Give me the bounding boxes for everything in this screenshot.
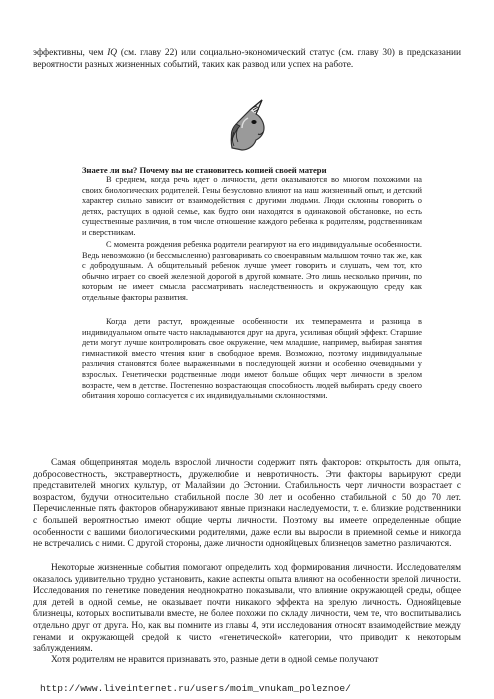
iq-term: IQ — [107, 48, 118, 58]
body-paragraph: Некоторые жизненные события помогают определить ход формирования личности. Исследователям оказалось удивительно трудно установить, какие аспекты опыта влияют на особенности зрелой личности. Исследования по генетике поведения неоднократно показывали, что влияние окружающей среды, общее для детей в одной семье, не оказывает почти никакого эффекта на зрелую личность. Однояйцевые близнецы, которых воспитывали вместе, не более похожи по складу личности, чем те, что воспитывались отдельно друг от друга. Но, как вы помните из главы 4, эти исследования относят взаимодействие между генами и окружающей средой к чисто «генетической» категории, что приводит к некоторым заблуждениям. — [33, 563, 461, 655]
footer-url: http://www.liveinternet.ru/users/moim_vnukam_poleznoe/ — [40, 683, 351, 694]
sidebar-paragraph: Когда дети растут, врожденные особенности их темперамента и разница в индивидуальном опыте часто накладываются друг на друга, усиливая общий эффект. Старшие дети могут лучше контролировать свое окружение, чем младшие, например, выбирая занятия гимнастикой вместо чтения книг в свободное время. Возможно, поэтому индивидуальные различия становятся более выраженными в последующей жизни и особенно очевидными у взрослых. Генетически родственные люди имеют больше общих черт личности в зрелом возрасте, чем в детстве. Постепенно возрастающая способность людей выбирать среду своего обитания хорошо согласуется с их индивидуальными склонностями. — [82, 317, 422, 401]
sidebar-paragraph: С момента рождения ребенка родители реагируют на его индивидуальные особенности. Ведь невозможно (и бессмысленно) разговаривать со своенравным малышом точно так же, как с добродушным. А общительный ребенок лучше умеет говорить и слушать, чем тот, кто обычно играет со своей железной дорогой в другой комнате. Это лишь несколько причин, по которым не имеет смысла рассматривать наследственность и окружающую среду как отдельные факторы развития. — [82, 240, 422, 302]
intro-text-before: эффективны, чем — [33, 48, 108, 58]
sidebar-paragraph: В среднем, когда речь идет о личности, дети оказываются во многом похожими на своих биологических родителей. Гены безусловно влияют на наш жизненный опыт, и детский характер сильно зависит от взаимодействия с другими людьми. Люди склонны говорить о детях, растущих в одной семье, как будто они находятся в одинаковой обстановке, но есть существенные различия, в том числе отношение каждого ребенка к родителям, родственникам и сверстникам. — [82, 175, 422, 237]
sidebar-title: Знаете ли вы? Почему вы не становитесь копией своей матери — [82, 165, 327, 175]
unicorn-head-icon — [226, 98, 272, 152]
intro-paragraph — [33, 48, 461, 71]
intro-text-after: (см. главу 22) или социально-экономический статус (см. главу 30) в предсказании вероятности разных жизненных событий, таких как развод или успех на работе. — [33, 48, 461, 70]
body-paragraph: Хотя родителям не нравится признавать это, разные дети в одной семье получают — [51, 655, 379, 665]
body-paragraph: Самая общепринятая модель взрослой личности содержит пять факторов: открытость для опыта, добросовестность, экстравертность, дружелюбие и невротичность. Эти факторы варьируют среди представителей многих культур, от Малайзии до Эстонии. Стабильность черт личности возрастает с возрастом, будучи относительно стабильной после 30 лет и особенно стабильной с 50 до 70 лет. Перечисленные пять факторов обнаруживают явные признаки наследуемости, т. е. близкие родственники с большей вероятностью имеют общие черты личности. Поэтому вы имеете определенные общие особенности с вашими биологическими родителями, даже если вы выросли в приемной семье и никогда не встречались с ними. С другой стороны, даже личности однояйцевых близнецов заметно различаются. — [33, 458, 461, 550]
